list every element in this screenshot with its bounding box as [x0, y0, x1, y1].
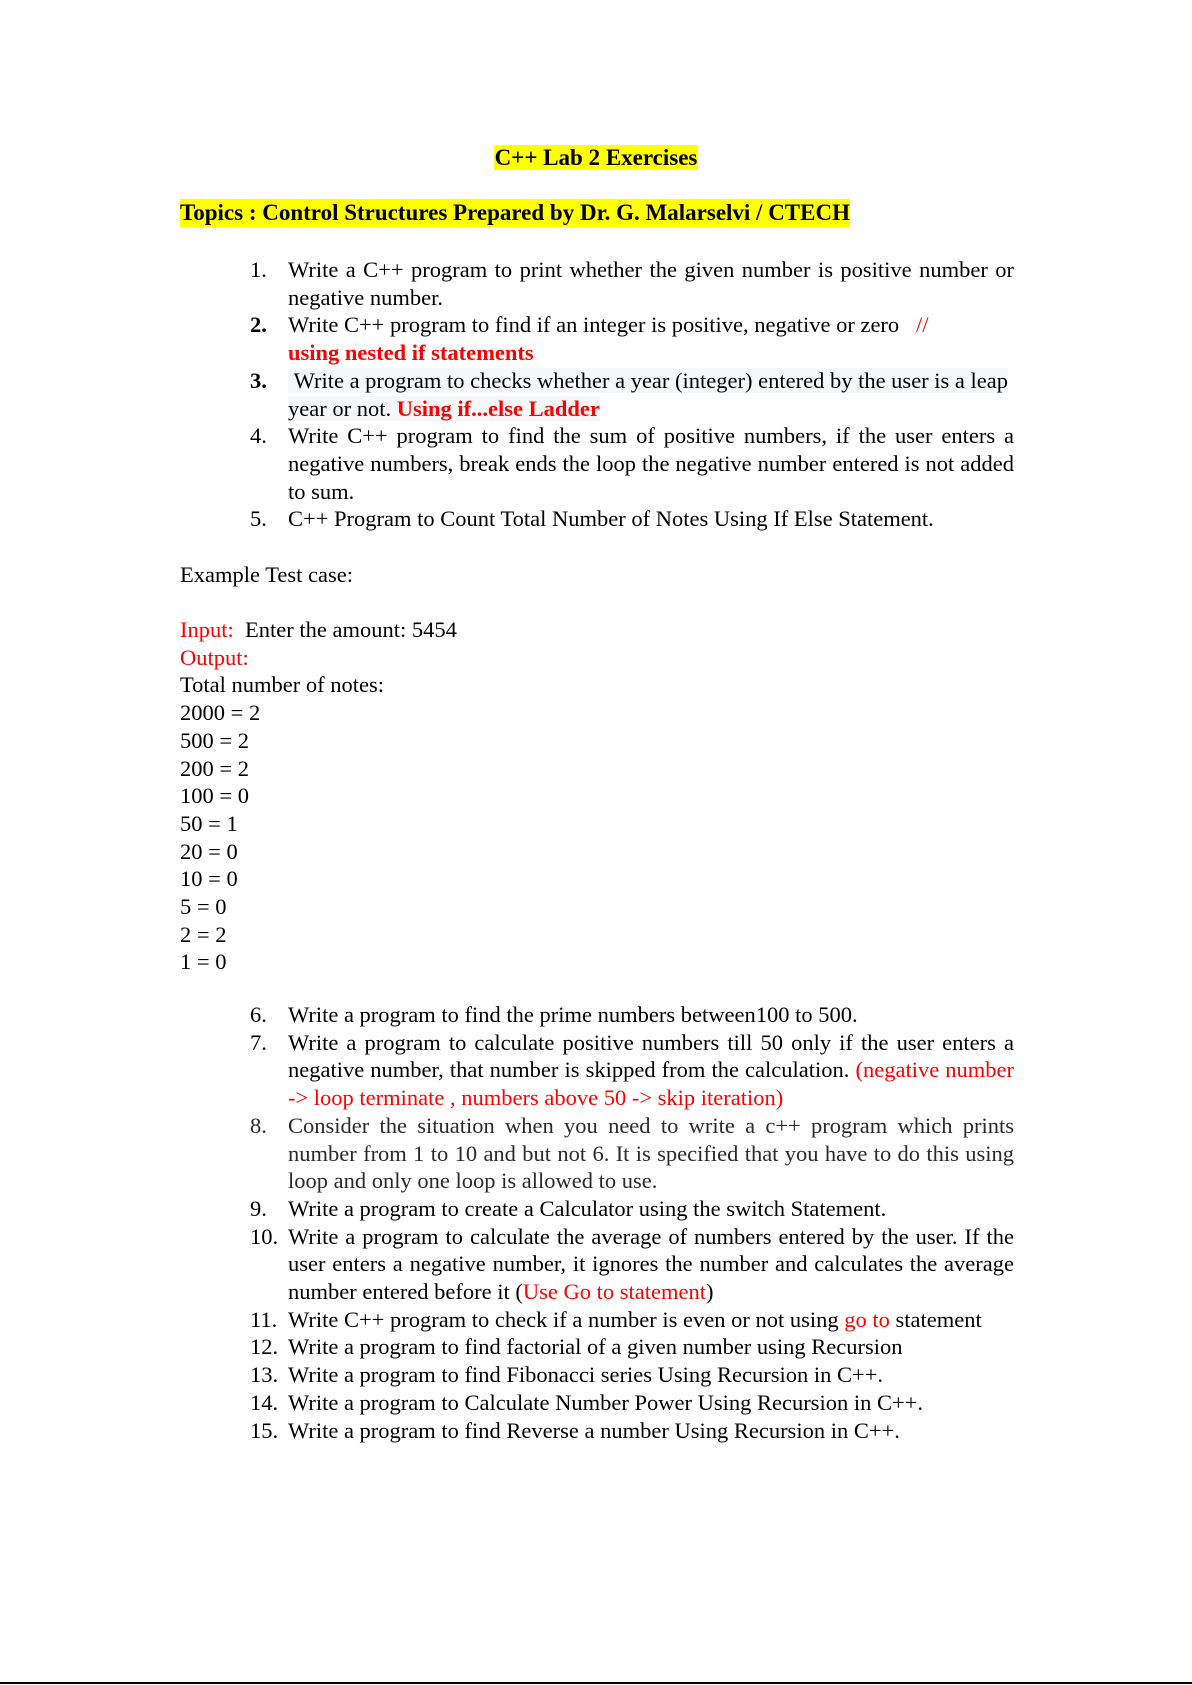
item-text: Write C++ program to find the sum of positive numbers, if the user enters a negative numbers, break ends the loop the negative number entered is not added to sum. [288, 423, 1014, 504]
input-line [180, 616, 457, 644]
item-number: 10. [250, 1223, 279, 1249]
output-label: Output: [180, 644, 249, 670]
exercise-item-1 [250, 256, 1014, 311]
exercise-item-6 [250, 1001, 1014, 1029]
item-note: go to [844, 1306, 890, 1332]
input-label: Input: [180, 617, 234, 642]
item-text: Consider the situation when you need to write a c++ program which prints number from 1 to 10 and but not 6. It is specified that you have to do this using loop and only one loop is allowed to use. [288, 1112, 1014, 1194]
note-count-line: 2 = 2 [180, 921, 227, 947]
item-tail: statement [895, 1306, 982, 1332]
item-number: 12. [250, 1334, 279, 1360]
item-number: 1. [250, 257, 267, 282]
item-number: 4. [250, 423, 267, 449]
note-count-line: 200 = 2 [180, 755, 249, 781]
exercise-list-part2 [250, 1001, 1014, 1444]
exercise-item-3 [250, 367, 1014, 422]
item-text: Write a program to find factorial of a given number using Recursion [288, 1334, 903, 1360]
item-number: 8. [250, 1112, 267, 1138]
exercise-item-7 [250, 1029, 1014, 1112]
exercise-item-15 [250, 1417, 1014, 1445]
item-note: Use Go to statement [522, 1279, 706, 1305]
exercise-item-14 [250, 1389, 1014, 1417]
note-count-line: 5 = 0 [180, 894, 227, 920]
example-heading: Example Test case: [180, 562, 353, 587]
item-text: Write a program to calculate positive numbers till 50 only if the user enters a negative number, that number is skipped from the calculation. [288, 1029, 1014, 1083]
exercise-item-10 [250, 1223, 1014, 1306]
item-text: Write a program to find Reverse a number Using Recursion in C++. [288, 1417, 900, 1443]
item-text: Write a program to create a Calculator using the switch Statement. [288, 1195, 887, 1221]
item-number: 13. [250, 1362, 279, 1388]
example-io-block [180, 616, 457, 976]
item-number: 14. [250, 1389, 279, 1415]
comment-marker: // [916, 312, 929, 338]
item-number: 3. [250, 367, 267, 393]
note-count-line: 20 = 0 [180, 838, 238, 864]
note-count-line: 2000 = 2 [180, 700, 261, 726]
item-text: Write C++ program to find if an integer is positive, negative or zero [288, 312, 900, 338]
exercise-item-5 [250, 505, 1014, 533]
item-text: Write a C++ program to print whether the given number is positive number or negative number. [288, 257, 1014, 310]
item-number: 2. [250, 312, 267, 338]
exercise-item-8 [250, 1112, 1014, 1195]
item-number: 6. [250, 1002, 267, 1027]
exercise-item-2 [250, 311, 1014, 366]
item-text: Write a program to find the prime numbers between100 to 500. [288, 1002, 858, 1027]
item-number: 9. [250, 1195, 267, 1221]
output-heading: Total number of notes: [180, 672, 385, 698]
note-count-line: 10 = 0 [180, 866, 238, 892]
item-number: 15. [250, 1417, 279, 1443]
page-bottom-rule [0, 1682, 1192, 1684]
exercise-item-11 [250, 1306, 1014, 1334]
exercise-list-part1 [250, 256, 1014, 533]
item-note: (negative number -> loop terminate , numbers above 50 -> skip iteration) [288, 1057, 1015, 1111]
item-note: using nested if statements [288, 340, 534, 366]
exercise-item-4 [250, 422, 1014, 505]
item-text: C++ Program to Count Total Number of Notes Using If Else Statement. [288, 506, 934, 532]
input-value: Enter the amount: 5454 [245, 617, 457, 642]
item-number: 7. [250, 1029, 267, 1055]
note-count-line: 50 = 1 [180, 810, 238, 836]
exercise-item-9 [250, 1195, 1014, 1223]
topics-line: Topics : Control Structures Prepared by Dr. G. Malarselvi / CTECH [180, 200, 850, 225]
note-close-paren: ) [706, 1279, 714, 1305]
item-number: 5. [250, 506, 267, 532]
note-count-line: 100 = 0 [180, 783, 249, 809]
item-note: Using if...else Ladder [396, 395, 600, 421]
item-text: Write a program to find Fibonacci series Using Recursion in C++. [288, 1362, 883, 1388]
note-count-line: 1 = 0 [180, 949, 227, 975]
item-number: 11. [250, 1306, 278, 1332]
item-text: Write a program to Calculate Number Power Using Recursion in C++. [288, 1389, 923, 1415]
note-open-paren: ( [515, 1279, 523, 1305]
title-text: C++ Lab 2 Exercises [494, 145, 698, 170]
item-text: Write a program to calculate the average of numbers entered by the user. If the user enters a negative number, it ignores the number and calculates the average number entered before it [288, 1223, 1014, 1305]
note-count-line: 500 = 2 [180, 727, 249, 753]
document-title [0, 144, 1192, 172]
item-text: Write C++ program to check if a number is even or not using [288, 1306, 839, 1332]
exercise-item-12 [250, 1333, 1014, 1361]
item-text [288, 368, 1008, 421]
item-text-content: Write a program to checks whether a year (integer) entered by the user is a leap year or not. [288, 367, 1009, 421]
exercise-item-13 [250, 1361, 1014, 1389]
